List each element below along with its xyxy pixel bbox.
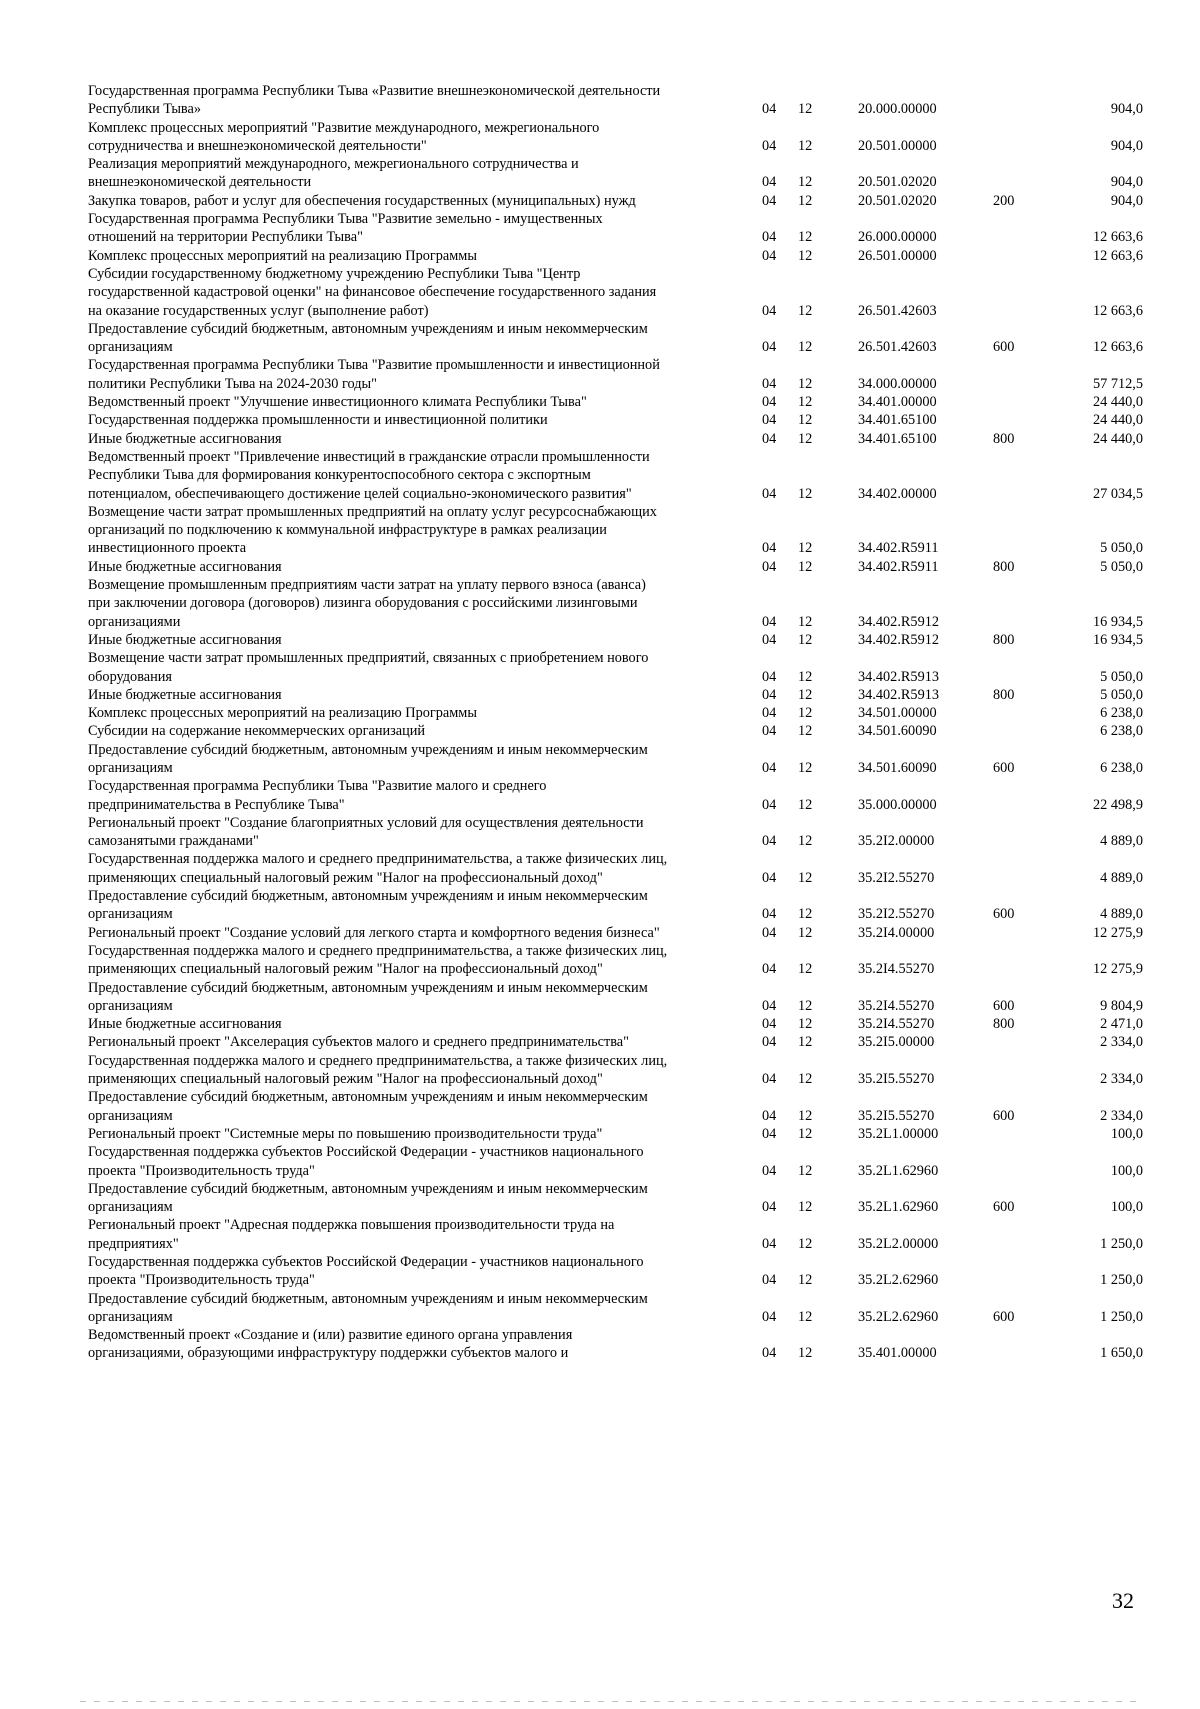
row-section-cell: 04 — [762, 723, 777, 740]
row-amount-cell: 904,0 — [1110, 137, 1143, 154]
row-amount-cell: 2 334,0 — [1100, 1071, 1143, 1088]
row-section-cell: 04 — [762, 1125, 777, 1142]
row-section-cell: 04 — [762, 229, 777, 246]
row-name-cell: Региональный проект "Акселерация субъектов малого и среднего предпринимательства" — [88, 1034, 629, 1051]
row-target-article-cell: 35.2L2.62960 — [858, 1272, 939, 1289]
table-row — [88, 1216, 1143, 1253]
row-name-cell: Государственная поддержка субъектов Российской Федерации - участников национального проекта "Производительность труда" — [88, 1144, 644, 1179]
table-row — [88, 924, 1143, 942]
row-expense-type-cell: 600 — [993, 906, 1015, 923]
row-section-cell: 04 — [762, 339, 777, 356]
row-expense-type-cell: 600 — [993, 339, 1015, 356]
table-row — [88, 1290, 1143, 1327]
row-section-cell: 04 — [762, 485, 777, 502]
row-subsection-cell: 12 — [798, 540, 813, 557]
row-name-cell: Иные бюджетные ассигнования — [88, 686, 282, 703]
row-section-cell: 04 — [762, 705, 777, 722]
row-subsection-cell: 12 — [798, 961, 813, 978]
row-subsection-cell: 12 — [798, 759, 813, 776]
row-name-cell: Иные бюджетные ассигнования — [88, 430, 282, 447]
row-section-cell: 04 — [762, 375, 777, 392]
row-name-cell: Предоставление субсидий бюджетным, автономным учреждениям и иным некоммерческим организациям — [88, 1290, 648, 1325]
row-section-cell: 04 — [762, 192, 777, 209]
row-subsection-cell: 12 — [798, 192, 813, 209]
row-section-cell: 04 — [762, 174, 777, 191]
row-target-article-cell: 34.401.65100 — [858, 412, 937, 429]
row-name-cell: Предоставление субсидий бюджетным, автономным учреждениям и иным некоммерческим организациям — [88, 1180, 648, 1216]
row-name-cell: Предоставление субсидий бюджетным, автономным учреждениям и иным некоммерческим организациям — [88, 979, 648, 1014]
row-section-cell: 04 — [762, 1107, 777, 1124]
table-row — [88, 558, 1143, 576]
row-section-cell: 04 — [762, 924, 777, 941]
table-row — [88, 722, 1143, 740]
table-row — [88, 777, 1143, 814]
table-row — [88, 1052, 1143, 1089]
row-section-cell: 04 — [762, 1345, 777, 1362]
row-amount-cell: 4 889,0 — [1100, 906, 1143, 923]
row-section-cell: 04 — [762, 631, 777, 648]
row-name-cell: Возмещение промышленным предприятиям части затрат на уплату первого взноса (аванса) при заключении договора (договоров) лизинга оборудования с российскими лизинговыми организациями — [88, 577, 646, 630]
row-amount-cell: 4 889,0 — [1100, 869, 1143, 886]
row-amount-cell: 5 050,0 — [1100, 558, 1143, 575]
row-subsection-cell: 12 — [798, 723, 813, 740]
row-target-article-cell: 26.501.00000 — [858, 247, 937, 264]
row-target-article-cell: 35.2I4.00000 — [858, 924, 935, 941]
row-name-cell: Региональный проект "Адресная поддержка повышения производительности труда на предприятиях" — [88, 1217, 615, 1252]
row-expense-type-cell — [993, 1253, 1073, 1290]
row-name-cell: Иные бюджетные ассигнования — [88, 631, 282, 648]
table-row — [88, 247, 1143, 265]
row-expense-type-cell — [993, 411, 1073, 429]
table-row — [88, 1326, 1143, 1363]
row-target-article-cell: 35.2L1.62960 — [858, 1162, 939, 1179]
row-subsection-cell: 12 — [798, 631, 813, 648]
row-amount-cell: 6 238,0 — [1100, 723, 1143, 740]
row-expense-type-cell: 200 — [993, 192, 1015, 209]
row-subsection-cell: 12 — [798, 339, 813, 356]
row-subsection-cell: 12 — [798, 1034, 813, 1051]
table-row — [88, 576, 1143, 631]
row-name-cell: Государственная поддержка субъектов Российской Федерации - участников национального проекта "Производительность труда" — [88, 1254, 644, 1289]
row-amount-cell: 16 934,5 — [1092, 631, 1143, 648]
table-row — [88, 631, 1143, 649]
row-expense-type-cell — [993, 704, 1073, 722]
table-row — [88, 1015, 1143, 1033]
row-expense-type-cell: 800 — [993, 558, 1015, 575]
row-name-cell: Государственная поддержка малого и среднего предпринимательства, а также физических лиц, применяющих специальный налоговый режим "Налог на профессиональный доход" — [88, 942, 668, 978]
row-section-cell: 04 — [762, 1308, 777, 1325]
row-name-cell: Иные бюджетные ассигнования — [88, 558, 282, 575]
row-amount-cell: 27 034,5 — [1092, 485, 1143, 502]
row-amount-cell: 5 050,0 — [1100, 686, 1143, 703]
row-subsection-cell: 12 — [798, 375, 813, 392]
row-name-cell: Субсидии на содержание некоммерческих организаций — [88, 723, 426, 740]
row-section-cell: 04 — [762, 1071, 777, 1088]
row-target-article-cell: 35.2I4.55270 — [858, 1016, 935, 1033]
row-subsection-cell: 12 — [798, 686, 813, 703]
row-target-article-cell: 35.2L2.00000 — [858, 1235, 939, 1252]
table-row — [88, 503, 1143, 558]
row-name-cell: Предоставление субсидий бюджетным, автономным учреждениям и иным некоммерческим организациям — [88, 1089, 648, 1124]
budget-table-body — [88, 82, 1143, 1363]
row-subsection-cell: 12 — [798, 997, 813, 1014]
row-name-cell: Предоставление субсидий бюджетным, автономным учреждениям и иным некоммерческим организациям — [88, 888, 648, 923]
row-expense-type-cell — [993, 722, 1073, 740]
row-name-cell: Региональный проект "Системные меры по повышению производительности труда" — [88, 1125, 603, 1142]
row-target-article-cell: 20.501.02020 — [858, 192, 937, 209]
row-section-cell: 04 — [762, 137, 777, 154]
row-target-article-cell: 35.2I4.55270 — [858, 961, 935, 978]
row-subsection-cell: 12 — [798, 558, 813, 575]
row-amount-cell: 57 712,5 — [1092, 375, 1143, 392]
row-name-cell: Возмещение части затрат промышленных предприятий, связанных с приобретением нового оборудования — [88, 650, 649, 685]
row-name-cell: Государственная программа Республики Тыва "Развитие земельно - имущественных отношений на территории Республики Тыва" — [88, 211, 603, 246]
row-target-article-cell: 35.2I5.55270 — [858, 1107, 935, 1124]
row-subsection-cell: 12 — [798, 1071, 813, 1088]
row-section-cell: 04 — [762, 1272, 777, 1289]
row-expense-type-cell — [993, 503, 1073, 558]
scan-edge-line — [80, 1701, 1140, 1702]
row-amount-cell: 904,0 — [1110, 192, 1143, 209]
row-target-article-cell: 34.402.R5911 — [858, 540, 939, 557]
row-target-article-cell: 20.501.00000 — [858, 137, 937, 154]
row-subsection-cell: 12 — [798, 412, 813, 429]
row-target-article-cell: 20.501.02020 — [858, 174, 937, 191]
row-expense-type-cell — [993, 942, 1073, 979]
row-name-cell: Комплекс процессных мероприятий на реализацию Программы — [88, 247, 477, 264]
row-target-article-cell: 26.501.42603 — [858, 302, 937, 319]
row-target-article-cell: 34.402.R5911 — [858, 558, 939, 575]
row-section-cell: 04 — [762, 997, 777, 1014]
row-amount-cell: 1 650,0 — [1100, 1345, 1143, 1362]
row-subsection-cell: 12 — [798, 174, 813, 191]
row-section-cell: 04 — [762, 394, 777, 411]
row-name-cell: Реализация мероприятий международного, межрегионального сотрудничества и внешнеэкономической деятельности — [88, 156, 579, 191]
row-subsection-cell: 12 — [798, 1345, 813, 1362]
row-expense-type-cell: 600 — [993, 759, 1015, 776]
page-number: 32 — [1112, 1588, 1134, 1613]
row-amount-cell: 9 804,9 — [1100, 997, 1143, 1014]
row-expense-type-cell: 600 — [993, 997, 1015, 1014]
row-expense-type-cell — [993, 356, 1073, 393]
row-section-cell: 04 — [762, 1016, 777, 1033]
row-expense-type-cell — [993, 265, 1073, 320]
row-target-article-cell: 26.501.42603 — [858, 339, 937, 356]
row-amount-cell: 24 440,0 — [1092, 430, 1143, 447]
row-target-article-cell: 35.401.00000 — [858, 1345, 937, 1362]
row-subsection-cell: 12 — [798, 430, 813, 447]
row-amount-cell: 5 050,0 — [1100, 668, 1143, 685]
row-section-cell: 04 — [762, 869, 777, 886]
row-section-cell: 04 — [762, 430, 777, 447]
row-expense-type-cell: 800 — [993, 686, 1015, 703]
row-section-cell: 04 — [762, 1162, 777, 1179]
row-amount-cell: 2 471,0 — [1100, 1016, 1143, 1033]
row-target-article-cell: 34.501.60090 — [858, 759, 937, 776]
row-amount-cell: 5 050,0 — [1100, 540, 1143, 557]
row-expense-type-cell — [993, 1143, 1073, 1180]
row-amount-cell: 24 440,0 — [1092, 394, 1143, 411]
row-target-article-cell: 35.000.00000 — [858, 796, 937, 813]
row-amount-cell: 2 334,0 — [1100, 1107, 1143, 1124]
row-subsection-cell: 12 — [798, 906, 813, 923]
table-row — [88, 686, 1143, 704]
row-name-cell: Государственная программа Республики Тыва "Развитие промышленности и инвестиционной политики Республики Тыва на 2024-2030 годы" — [88, 357, 660, 392]
row-section-cell: 04 — [762, 668, 777, 685]
row-expense-type-cell — [993, 1033, 1073, 1051]
table-row — [88, 393, 1143, 411]
row-amount-cell: 4 889,0 — [1100, 833, 1143, 850]
row-name-cell: Возмещение части затрат промышленных предприятий на оплату услуг ресурсоснабжающих организаций по подключению к коммунальной инфраструктуре в рамках реализации инвестиционного проекта — [88, 503, 657, 557]
table-row — [88, 210, 1143, 247]
row-amount-cell: 904,0 — [1110, 174, 1143, 191]
row-expense-type-cell — [993, 82, 1073, 119]
row-name-cell: Региональный проект "Создание благоприятных условий для осуществления деятельности самозанятыми гражданами" — [88, 814, 644, 850]
row-amount-cell: 1 250,0 — [1100, 1308, 1143, 1325]
row-subsection-cell: 12 — [798, 229, 813, 246]
row-amount-cell: 100,0 — [1110, 1162, 1143, 1179]
budget-table — [88, 82, 1143, 1363]
row-expense-type-cell — [993, 247, 1073, 265]
row-expense-type-cell — [993, 814, 1073, 851]
row-section-cell: 04 — [762, 613, 777, 630]
row-amount-cell: 12 275,9 — [1092, 961, 1143, 978]
row-expense-type-cell — [993, 119, 1073, 156]
row-amount-cell: 1 250,0 — [1100, 1235, 1143, 1252]
row-name-cell: Предоставление субсидий бюджетным, автономным учреждениям и иным некоммерческим организациям — [88, 320, 648, 356]
row-expense-type-cell — [993, 1326, 1073, 1363]
row-section-cell: 04 — [762, 1199, 777, 1216]
row-name-cell: Государственная программа Республики Тыва "Развитие малого и среднего предпринимательства в Республике Тыва" — [88, 778, 547, 813]
table-row — [88, 1253, 1143, 1290]
row-name-cell: Государственная поддержка малого и среднего предпринимательства, а также физических лиц, применяющих специальный налоговый режим "Налог на профессиональный доход" — [88, 1052, 668, 1088]
row-target-article-cell: 35.2I5.55270 — [858, 1071, 935, 1088]
table-row — [88, 448, 1143, 503]
table-row — [88, 155, 1143, 192]
table-row — [88, 741, 1143, 778]
row-target-article-cell: 26.000.00000 — [858, 229, 937, 246]
table-row — [88, 1088, 1143, 1125]
row-expense-type-cell: 800 — [993, 631, 1015, 648]
row-target-article-cell: 35.2L2.62960 — [858, 1308, 939, 1325]
row-expense-type-cell — [993, 1216, 1073, 1253]
table-row — [88, 1143, 1143, 1180]
row-target-article-cell: 35.2I5.00000 — [858, 1034, 935, 1051]
row-target-article-cell: 20.000.00000 — [858, 101, 937, 118]
row-subsection-cell: 12 — [798, 394, 813, 411]
row-target-article-cell: 34.501.00000 — [858, 705, 937, 722]
row-expense-type-cell — [993, 777, 1073, 814]
row-name-cell: Государственная поддержка промышленности и инвестиционной политики — [88, 412, 548, 429]
row-target-article-cell: 34.000.00000 — [858, 375, 937, 392]
row-name-cell: Ведомственный проект «Создание и (или) развитие единого органа управления организациями, образующими инфраструктуру поддержки субъектов малого и — [88, 1327, 573, 1362]
row-expense-type-cell — [993, 155, 1073, 192]
row-expense-type-cell — [993, 448, 1073, 503]
row-expense-type-cell — [993, 393, 1073, 411]
row-expense-type-cell — [993, 649, 1073, 686]
table-row — [88, 411, 1143, 429]
row-subsection-cell: 12 — [798, 668, 813, 685]
row-amount-cell: 12 275,9 — [1092, 924, 1143, 941]
row-amount-cell: 904,0 — [1110, 101, 1143, 118]
table-row — [88, 649, 1143, 686]
row-subsection-cell: 12 — [798, 1272, 813, 1289]
row-target-article-cell: 35.2I4.55270 — [858, 997, 935, 1014]
table-row — [88, 430, 1143, 448]
table-row — [88, 119, 1143, 156]
table-row — [88, 704, 1143, 722]
row-section-cell: 04 — [762, 247, 777, 264]
row-target-article-cell: 34.401.00000 — [858, 394, 937, 411]
row-subsection-cell: 12 — [798, 1235, 813, 1252]
row-target-article-cell: 34.402.00000 — [858, 485, 937, 502]
row-expense-type-cell — [993, 924, 1073, 942]
row-amount-cell: 12 663,6 — [1092, 229, 1143, 246]
row-section-cell: 04 — [762, 558, 777, 575]
row-target-article-cell: 34.402.R5912 — [858, 613, 940, 630]
row-amount-cell: 2 334,0 — [1100, 1034, 1143, 1051]
row-section-cell: 04 — [762, 961, 777, 978]
row-subsection-cell: 12 — [798, 137, 813, 154]
row-amount-cell: 12 663,6 — [1092, 247, 1143, 264]
row-section-cell: 04 — [762, 302, 777, 319]
row-amount-cell: 12 663,6 — [1092, 302, 1143, 319]
table-row — [88, 1033, 1143, 1051]
row-amount-cell: 100,0 — [1110, 1199, 1143, 1216]
row-target-article-cell: 35.2I2.00000 — [858, 833, 935, 850]
row-target-article-cell: 35.2L1.62960 — [858, 1199, 939, 1216]
row-section-cell: 04 — [762, 1034, 777, 1051]
table-row — [88, 82, 1143, 119]
row-section-cell: 04 — [762, 906, 777, 923]
row-expense-type-cell — [993, 210, 1073, 247]
row-section-cell: 04 — [762, 540, 777, 557]
row-name-cell: Комплекс процессных мероприятий на реализацию Программы — [88, 705, 477, 722]
row-expense-type-cell: 800 — [993, 430, 1015, 447]
row-subsection-cell: 12 — [798, 1016, 813, 1033]
row-subsection-cell: 12 — [798, 101, 813, 118]
table-row — [88, 192, 1143, 210]
row-amount-cell: 12 663,6 — [1092, 339, 1143, 356]
row-amount-cell: 22 498,9 — [1092, 796, 1143, 813]
row-subsection-cell: 12 — [798, 1199, 813, 1216]
row-expense-type-cell — [993, 1125, 1073, 1143]
table-row — [88, 1180, 1143, 1217]
row-target-article-cell: 35.2I2.55270 — [858, 869, 935, 886]
row-subsection-cell: 12 — [798, 613, 813, 630]
row-name-cell: Региональный проект "Создание условий для легкого старта и комфортного ведения бизнеса" — [88, 924, 660, 941]
row-expense-type-cell — [993, 1052, 1073, 1089]
row-amount-cell: 24 440,0 — [1092, 412, 1143, 429]
table-row — [88, 265, 1143, 320]
row-amount-cell: 16 934,5 — [1092, 613, 1143, 630]
row-name-cell: Государственная программа Республики Тыва «Развитие внешнеэкономической деятельности Республики Тыва» — [88, 83, 661, 118]
row-subsection-cell: 12 — [798, 1162, 813, 1179]
row-subsection-cell: 12 — [798, 1107, 813, 1124]
row-target-article-cell: 34.501.60090 — [858, 723, 937, 740]
table-row — [88, 887, 1143, 924]
table-row — [88, 356, 1143, 393]
row-name-cell: Ведомственный проект "Улучшение инвестиционного климата Республики Тыва" — [88, 394, 587, 411]
row-name-cell: Иные бюджетные ассигнования — [88, 1016, 282, 1033]
row-expense-type-cell — [993, 576, 1073, 631]
row-name-cell: Предоставление субсидий бюджетным, автономным учреждениям и иным некоммерческим организациям — [88, 741, 648, 776]
row-amount-cell: 6 238,0 — [1100, 705, 1143, 722]
row-section-cell: 04 — [762, 686, 777, 703]
row-expense-type-cell: 800 — [993, 1016, 1015, 1033]
row-section-cell: 04 — [762, 796, 777, 813]
row-subsection-cell: 12 — [798, 485, 813, 502]
row-name-cell: Субсидии государственному бюджетному учреждению Республики Тыва "Центр государственной кадастровой оценки" на финансовое обеспечение государственного задания на оказание государственных услуг (выполнение работ) — [88, 265, 657, 319]
row-name-cell: Государственная поддержка малого и среднего предпринимательства, а также физических лиц, применяющих специальный налоговый режим "Налог на профессиональный доход" — [88, 851, 668, 886]
table-row — [88, 814, 1143, 851]
row-section-cell: 04 — [762, 412, 777, 429]
row-section-cell: 04 — [762, 833, 777, 850]
table-row — [88, 850, 1143, 887]
row-subsection-cell: 12 — [798, 869, 813, 886]
row-amount-cell: 6 238,0 — [1100, 759, 1143, 776]
row-subsection-cell: 12 — [798, 705, 813, 722]
row-target-article-cell: 34.401.65100 — [858, 430, 937, 447]
row-target-article-cell: 35.2I2.55270 — [858, 906, 935, 923]
row-expense-type-cell — [993, 850, 1073, 887]
row-amount-cell: 100,0 — [1110, 1125, 1143, 1142]
row-subsection-cell: 12 — [798, 924, 813, 941]
row-name-cell: Ведомственный проект "Привлечение инвестиций в гражданские отрасли промышленности Республики Тыва для формирования конкурентоспособного сектора с экспортным потенциалом, обеспечивающего достижение целей социально-экономического развития" — [88, 448, 650, 502]
table-row — [88, 1125, 1143, 1143]
row-expense-type-cell: 600 — [993, 1199, 1015, 1216]
table-row — [88, 979, 1143, 1016]
row-expense-type-cell: 600 — [993, 1107, 1015, 1124]
row-section-cell: 04 — [762, 759, 777, 776]
row-subsection-cell: 12 — [798, 833, 813, 850]
row-target-article-cell: 34.402.R5913 — [858, 668, 940, 685]
row-amount-cell: 1 250,0 — [1100, 1272, 1143, 1289]
row-subsection-cell: 12 — [798, 796, 813, 813]
row-target-article-cell: 34.402.R5913 — [858, 686, 940, 703]
row-section-cell: 04 — [762, 1235, 777, 1252]
row-name-cell: Комплекс процессных мероприятий "Развитие международного, межрегионального сотрудничества и внешнеэкономической деятельности" — [88, 119, 600, 154]
table-row — [88, 942, 1143, 979]
row-subsection-cell: 12 — [798, 247, 813, 264]
row-target-article-cell: 35.2L1.00000 — [858, 1125, 939, 1142]
row-section-cell: 04 — [762, 101, 777, 118]
row-subsection-cell: 12 — [798, 1125, 813, 1142]
row-name-cell: Закупка товаров, работ и услуг для обеспечения государственных (муниципальных) нужд — [88, 192, 636, 209]
table-row — [88, 320, 1143, 357]
row-expense-type-cell: 600 — [993, 1308, 1015, 1325]
row-subsection-cell: 12 — [798, 1308, 813, 1325]
row-target-article-cell: 34.402.R5912 — [858, 631, 940, 648]
row-subsection-cell: 12 — [798, 302, 813, 319]
